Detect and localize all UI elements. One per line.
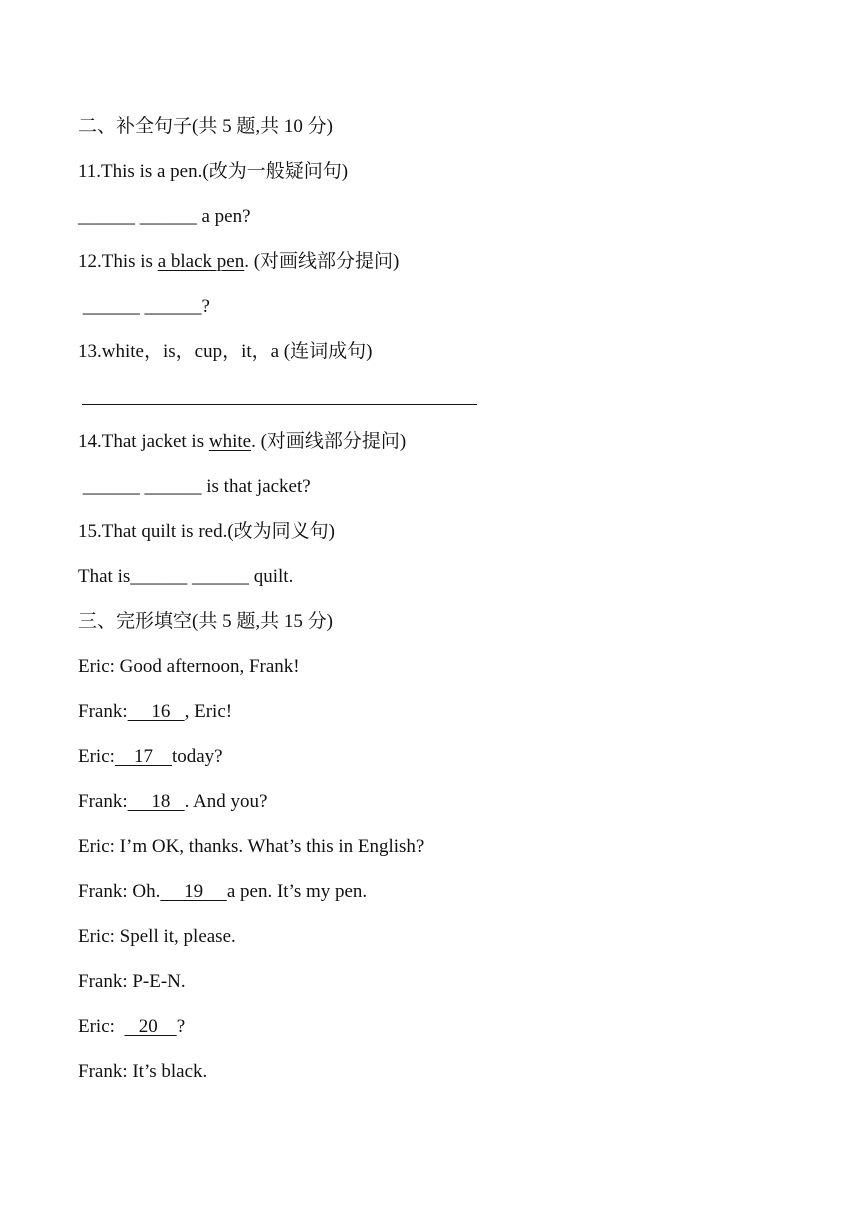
dialogue-text: today? bbox=[171, 746, 223, 767]
question-14-answer-blanks: ______ ______ is that jacket? bbox=[78, 476, 311, 497]
question-12-suffix: . (对画线部分提问) bbox=[244, 251, 400, 272]
question-11-prompt: 11.This is a pen.(改为一般疑问句) bbox=[78, 161, 349, 182]
dialogue-text: a pen. It’s my pen. bbox=[226, 881, 368, 902]
cloze-blank-20: 20 bbox=[124, 1016, 177, 1037]
question-12-answer-blanks: ______ ______? bbox=[78, 296, 210, 317]
section-2-heading: 二、补全句子(共 5 题,共 10 分) bbox=[78, 116, 333, 137]
dialogue-text: ? bbox=[176, 1016, 186, 1037]
question-14-suffix: . (对画线部分提问) bbox=[251, 431, 407, 452]
dialogue-text: Eric: Good afternoon, Frank! bbox=[78, 656, 300, 677]
dialogue-line bbox=[78, 787, 798, 832]
dialogue-text: Frank: bbox=[78, 701, 128, 722]
question-12-prefix: 12.This is bbox=[78, 251, 158, 272]
long-answer-blank bbox=[82, 382, 477, 405]
dialogue-line bbox=[78, 742, 798, 787]
dialogue-text: , Eric! bbox=[184, 701, 233, 722]
dialogue-line bbox=[78, 967, 798, 1012]
dialogue-line bbox=[78, 877, 798, 922]
dialogue-line bbox=[78, 922, 798, 967]
section-3-heading: 三、完形填空(共 5 题,共 15 分) bbox=[78, 611, 333, 632]
cloze-blank-19: 19 bbox=[160, 881, 227, 902]
question-12-prompt bbox=[78, 247, 798, 292]
dialogue-line bbox=[78, 832, 798, 877]
dialogue-line bbox=[78, 697, 798, 742]
dialogue-line bbox=[78, 1057, 798, 1102]
question-12-underlined-phrase: a black pen bbox=[157, 251, 245, 272]
dialogue-text: Eric: I’m OK, thanks. What’s this in English? bbox=[78, 836, 425, 857]
cloze-blank-18: 18 bbox=[127, 791, 185, 812]
question-14-prompt bbox=[78, 427, 798, 472]
dialogue-line bbox=[78, 652, 798, 697]
question-11-answer-blanks: ______ ______ a pen? bbox=[78, 206, 251, 227]
question-15-answer-blanks: That is______ ______ quilt. bbox=[78, 566, 294, 587]
question-14-underlined-word: white bbox=[208, 431, 252, 452]
dialogue-text: Frank: Oh. bbox=[78, 881, 161, 902]
dialogue-text: Frank: bbox=[78, 791, 128, 812]
dialogue-text: Frank: It’s black. bbox=[78, 1061, 208, 1082]
question-13-answer-line bbox=[78, 382, 798, 427]
cloze-blank-17: 17 bbox=[114, 746, 172, 767]
dialogue-text: Eric: bbox=[78, 1016, 125, 1037]
question-15-prompt: 15.That quilt is red.(改为同义句) bbox=[78, 521, 335, 542]
question-13-prompt: 13.white，is，cup，it，a (连词成句) bbox=[78, 341, 373, 362]
dialogue-line bbox=[78, 1012, 798, 1057]
worksheet-page bbox=[78, 112, 798, 1102]
dialogue-text: Frank: P-E-N. bbox=[78, 971, 186, 992]
dialogue-text: Eric: bbox=[78, 746, 115, 767]
cloze-blank-16: 16 bbox=[127, 701, 185, 722]
dialogue-text: Eric: Spell it, please. bbox=[78, 926, 236, 947]
question-14-prefix: 14.That jacket is bbox=[78, 431, 209, 452]
dialogue-text: . And you? bbox=[184, 791, 268, 812]
